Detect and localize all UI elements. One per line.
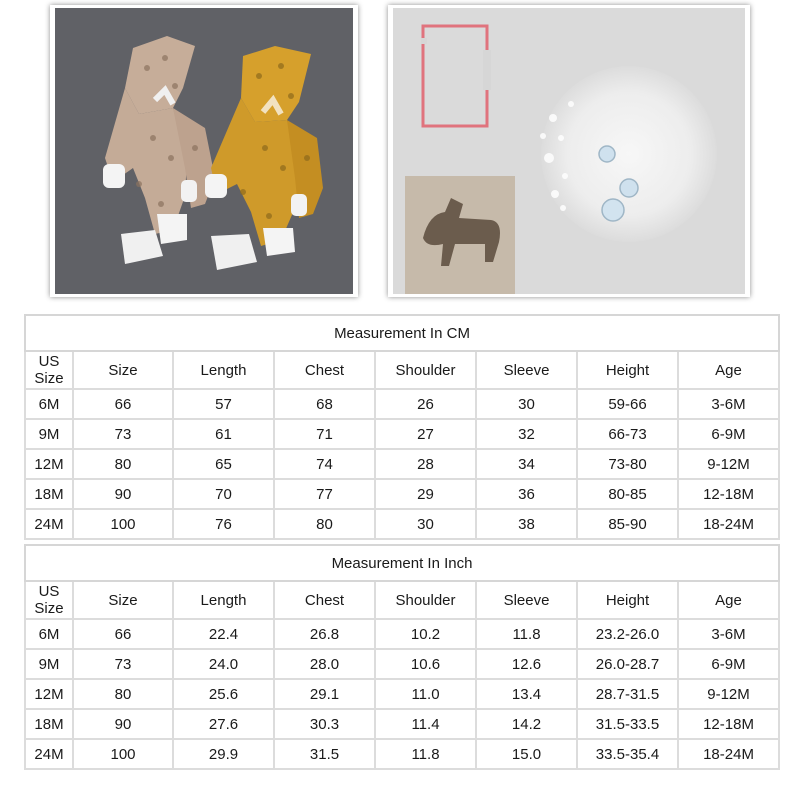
- table-cell: 29.1: [274, 679, 375, 709]
- table-cell: 11.4: [375, 709, 476, 739]
- table-cell: 18M: [25, 709, 73, 739]
- header-shoulder: Shoulder: [375, 581, 476, 619]
- table-cell: 6M: [25, 619, 73, 649]
- table-cell: 36: [476, 479, 577, 509]
- table-cell: 25.6: [173, 679, 274, 709]
- table-cell: 71: [274, 419, 375, 449]
- table-cell: 100: [73, 739, 173, 769]
- table-cell: 15.0: [476, 739, 577, 769]
- table-cell: 14.2: [476, 709, 577, 739]
- table-cell: 12-18M: [678, 479, 779, 509]
- table-cell: 3-6M: [678, 619, 779, 649]
- table-row: [25, 449, 779, 479]
- table-cell: 30: [476, 389, 577, 419]
- table-cell: 80-85: [577, 479, 678, 509]
- table-cell: 10.2: [375, 619, 476, 649]
- table-cell: 66: [73, 619, 173, 649]
- water-droplet-magnifier: [541, 66, 717, 242]
- table-cell: 70: [173, 479, 274, 509]
- table-cell: 65: [173, 449, 274, 479]
- table-cell: 28.7-31.5: [577, 679, 678, 709]
- table-row: [25, 419, 779, 449]
- table-row: [25, 679, 779, 709]
- table-cell: 30.3: [274, 709, 375, 739]
- table-row: [25, 389, 779, 419]
- table-cell: 12.6: [476, 649, 577, 679]
- table-cell: 90: [73, 709, 173, 739]
- table-cell: 9M: [25, 649, 73, 679]
- header-size: Size: [73, 351, 173, 389]
- water-drop-icon: [620, 179, 638, 197]
- header-height: Height: [577, 351, 678, 389]
- table-cell: 27.6: [173, 709, 274, 739]
- table-cell: 30: [375, 509, 476, 539]
- header-length: Length: [173, 351, 274, 389]
- table-cell: 3-6M: [678, 389, 779, 419]
- table-cell: 22.4: [173, 619, 274, 649]
- fabric-detail-photo: [393, 8, 745, 294]
- table-cell: 9-12M: [678, 679, 779, 709]
- table-cell: 100: [73, 509, 173, 539]
- water-drop-icon: [599, 146, 615, 162]
- table-cell: 80: [274, 509, 375, 539]
- table-cell: 85-90: [577, 509, 678, 539]
- table-cell: 31.5-33.5: [577, 709, 678, 739]
- table-cell: 73: [73, 419, 173, 449]
- table-cell: 23.2-26.0: [577, 619, 678, 649]
- table-cell: 28: [375, 449, 476, 479]
- table-cell: 57: [173, 389, 274, 419]
- table-cell: 12M: [25, 449, 73, 479]
- table-cell: 13.4: [476, 679, 577, 709]
- table-cell: 18-24M: [678, 509, 779, 539]
- table-cell: 77: [274, 479, 375, 509]
- table-cell: 11.0: [375, 679, 476, 709]
- header-length: Length: [173, 581, 274, 619]
- table-cell: 24M: [25, 509, 73, 539]
- fabric-detail-frame: [388, 5, 750, 297]
- table-cell: 6M: [25, 389, 73, 419]
- table-cell: 76: [173, 509, 274, 539]
- header-age: Age: [678, 351, 779, 389]
- header-age: Age: [678, 581, 779, 619]
- header-shoulder: Shoulder: [375, 351, 476, 389]
- table-cell: 18-24M: [678, 739, 779, 769]
- table-cell: 68: [274, 389, 375, 419]
- table-row: [25, 619, 779, 649]
- header-sleeve: Sleeve: [476, 351, 577, 389]
- table-cell: 11.8: [375, 739, 476, 769]
- table-row: [25, 479, 779, 509]
- table-row: [25, 649, 779, 679]
- table-cell: 27: [375, 419, 476, 449]
- table-row: [25, 739, 779, 769]
- table-title: Measurement In CM: [25, 315, 779, 351]
- table-cell: 6-9M: [678, 649, 779, 679]
- table-cell: 31.5: [274, 739, 375, 769]
- table-cell: 59-66: [577, 389, 678, 419]
- table-cell: 11.8: [476, 619, 577, 649]
- table-cell: 73: [73, 649, 173, 679]
- table-cell: 80: [73, 449, 173, 479]
- header-us-size: US Size: [25, 351, 73, 389]
- table-cell: 18M: [25, 479, 73, 509]
- table-cell: 73-80: [577, 449, 678, 479]
- table-cell: 12M: [25, 679, 73, 709]
- table-title: Measurement In Inch: [25, 545, 779, 581]
- table-cell: 66-73: [577, 419, 678, 449]
- table-cell: 38: [476, 509, 577, 539]
- table-cell: 74: [274, 449, 375, 479]
- table-cell: 26.0-28.7: [577, 649, 678, 679]
- table-cell: 28.0: [274, 649, 375, 679]
- table-row: [25, 709, 779, 739]
- table-cell: 26.8: [274, 619, 375, 649]
- table-cell: 9-12M: [678, 449, 779, 479]
- table-cell: 10.6: [375, 649, 476, 679]
- table-cell: 29: [375, 479, 476, 509]
- header-chest: Chest: [274, 581, 375, 619]
- header-height: Height: [577, 581, 678, 619]
- table-cell: 66: [73, 389, 173, 419]
- table-cell: 24.0: [173, 649, 274, 679]
- product-photo-frame: [50, 5, 358, 297]
- water-drop-icon: [602, 199, 624, 221]
- size-chart-cm: [24, 314, 780, 540]
- table-cell: 24M: [25, 739, 73, 769]
- header-size: Size: [73, 581, 173, 619]
- table-cell: 9M: [25, 419, 73, 449]
- table-cell: 33.5-35.4: [577, 739, 678, 769]
- header-sleeve: Sleeve: [476, 581, 577, 619]
- table-cell: 61: [173, 419, 274, 449]
- table-cell: 26: [375, 389, 476, 419]
- romper-product-photo: [55, 8, 353, 294]
- header-chest: Chest: [274, 351, 375, 389]
- table-cell: 32: [476, 419, 577, 449]
- table-cell: 80: [73, 679, 173, 709]
- size-chart-inch: [24, 544, 780, 770]
- table-cell: 12-18M: [678, 709, 779, 739]
- table-row: [25, 509, 779, 539]
- table-cell: 29.9: [173, 739, 274, 769]
- table-cell: 34: [476, 449, 577, 479]
- table-cell: 90: [73, 479, 173, 509]
- header-us-size: US Size: [25, 581, 73, 619]
- table-cell: 6-9M: [678, 419, 779, 449]
